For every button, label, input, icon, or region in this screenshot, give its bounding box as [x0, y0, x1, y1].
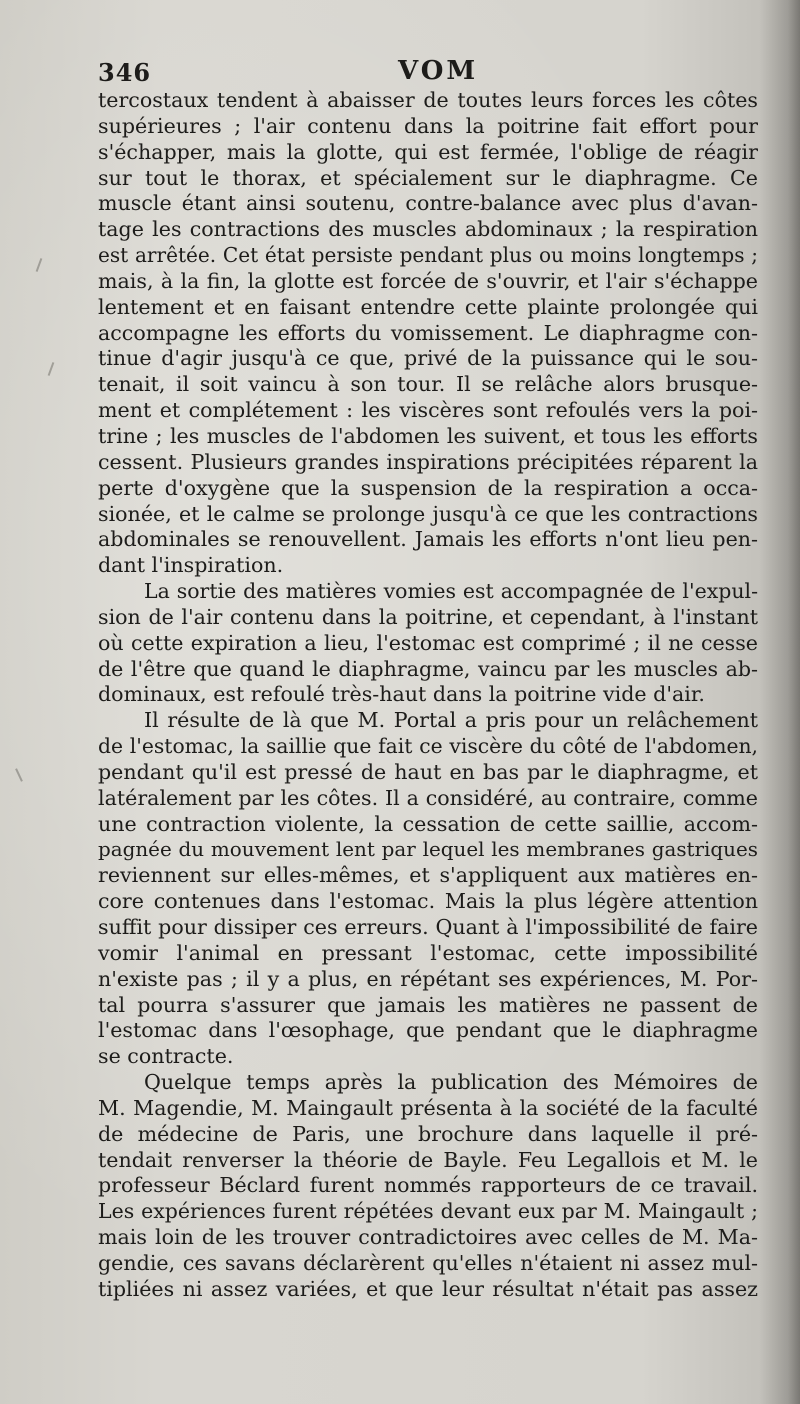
text-line: tendait renverser la théorie de Bayle. Feu Legallois et M. le: [98, 1147, 758, 1172]
text-line: La sortie des matières vomies est accompagnée de l'expul-: [144, 579, 758, 604]
text-line: suffit pour dissiper ces erreurs. Quant à l'impossibilité de faire: [98, 915, 758, 939]
text-line: M. Magendie, M. Maingault présenta à la société de la faculté: [98, 1095, 758, 1120]
text-line: vomir l'animal en pressant l'estomac, cette impossibilité: [98, 940, 758, 965]
text-line: muscle étant ainsi soutenu, contre-balance avec plus d'avan-: [98, 191, 758, 216]
text-line: s'échapper, mais la glotte, qui est fermée, l'oblige de réagir: [98, 139, 758, 164]
text-line: trine ; les muscles de l'abdomen les suivent, et tous les efforts: [98, 423, 758, 448]
text-line: core contenues dans l'estomac. Mais la plus légère attention: [98, 889, 758, 914]
text-line: tercostaux tendent à abaisser de toutes leurs forces les côtes: [98, 88, 758, 112]
body-text: [98, 88, 758, 1303]
text-line: ment et complétement : les viscères sont refoulés vers la poi-: [98, 398, 758, 423]
text-line: Les expériences furent répétées devant eux par M. Maingault ;: [98, 1199, 758, 1224]
page-edge-shadow: [760, 0, 800, 1404]
text-line: lentement et en faisant entendre cette plainte prolongée qui: [98, 294, 758, 319]
text-line: Quelque temps après la publication des Mémoires de: [144, 1070, 758, 1095]
text-line: dominaux, est refoulé très-haut dans la poitrine vide d'air.: [98, 682, 705, 707]
text-line: Il résulte de là que M. Portal a pris pour un relâchement: [144, 708, 758, 733]
text-line: cessent. Plusieurs grandes inspirations précipitées réparent la: [98, 449, 758, 474]
text-line: mais, à la fin, la glotte est forcée de s'ouvrir, et l'air s'échappe: [98, 268, 758, 293]
text-line: mais loin de les trouver contradictoires avec celles de M. Ma-: [98, 1225, 758, 1250]
margin-mark: [36, 258, 43, 272]
text-line: supérieures ; l'air contenu dans la poitrine fait effort pour: [98, 113, 758, 138]
text-line: tipliées ni assez variées, et que leur résultat n'était pas assez: [98, 1276, 758, 1301]
text-line: tinue d'agir jusqu'à ce que, privé de la puissance qui le sou-: [98, 346, 758, 371]
text-line: n'existe pas ; il y a plus, en répétant ses expériences, M. Por-: [98, 966, 758, 991]
text-line: de médecine de Paris, une brochure dans laquelle il pré-: [98, 1121, 758, 1146]
text-line: de l'être que quand le diaphragme, vaincu par les muscles ab-: [98, 656, 758, 681]
text-line: l'estomac dans l'œsophage, que pendant que le diaphragme: [98, 1018, 758, 1043]
text-line: une contraction violente, la cessation de cette saillie, accom-: [98, 811, 758, 836]
text-line: latéralement par les côtes. Il a considéré, au contraire, comme: [98, 785, 758, 810]
text-line: pagnée du mouvement lent par lequel les membranes gastriques: [98, 838, 758, 862]
margin-mark: [48, 362, 55, 376]
running-head: VOM: [398, 56, 479, 86]
text-line: reviennent sur elles-mêmes, et s'appliquent aux matières en-: [98, 863, 758, 888]
text-line: de l'estomac, la saillie que fait ce viscère du côté de l'abdomen,: [98, 734, 758, 759]
text-line: tal pourra s'assurer que jamais les matières ne passent de: [98, 992, 758, 1017]
text-line: pendant qu'il est pressé de haut en bas par le diaphragme, et: [98, 759, 758, 784]
text-line: sur tout le thorax, et spécialement sur le diaphragme. Ce: [98, 165, 758, 190]
text-line: perte d'oxygène que la suspension de la respiration a occa-: [98, 475, 758, 500]
text-line: professeur Béclard furent nommés rapporteurs de ce travail.: [98, 1173, 758, 1198]
text-line: où cette expiration a lieu, l'estomac est comprimé ; il ne cesse: [98, 630, 758, 655]
text-line: tage les contractions des muscles abdominaux ; la respiration: [98, 217, 758, 242]
text-line: se contracte.: [98, 1044, 234, 1069]
text-line: abdominales se renouvellent. Jamais les efforts n'ont lieu pen-: [98, 527, 758, 552]
text-line: est arrêtée. Cet état persiste pendant plus ou moins longtemps ;: [98, 243, 758, 268]
text-line: dant l'inspiration.: [98, 553, 284, 578]
text-line: gendie, ces savans déclarèrent qu'elles n'étaient ni assez mul-: [98, 1250, 758, 1275]
text-line: tenait, il soit vaincu à son tour. Il se relâche alors brusque-: [98, 372, 758, 397]
page-number: 346: [98, 58, 152, 87]
text-line: accompagne les efforts du vomissement. Le diaphragme con-: [98, 320, 758, 345]
margin-mark: [15, 768, 23, 782]
text-line: sionée, et le calme se prolonge jusqu'à ce que les contractions: [98, 501, 758, 526]
text-line: sion de l'air contenu dans la poitrine, et cependant, à l'instant: [98, 604, 758, 629]
